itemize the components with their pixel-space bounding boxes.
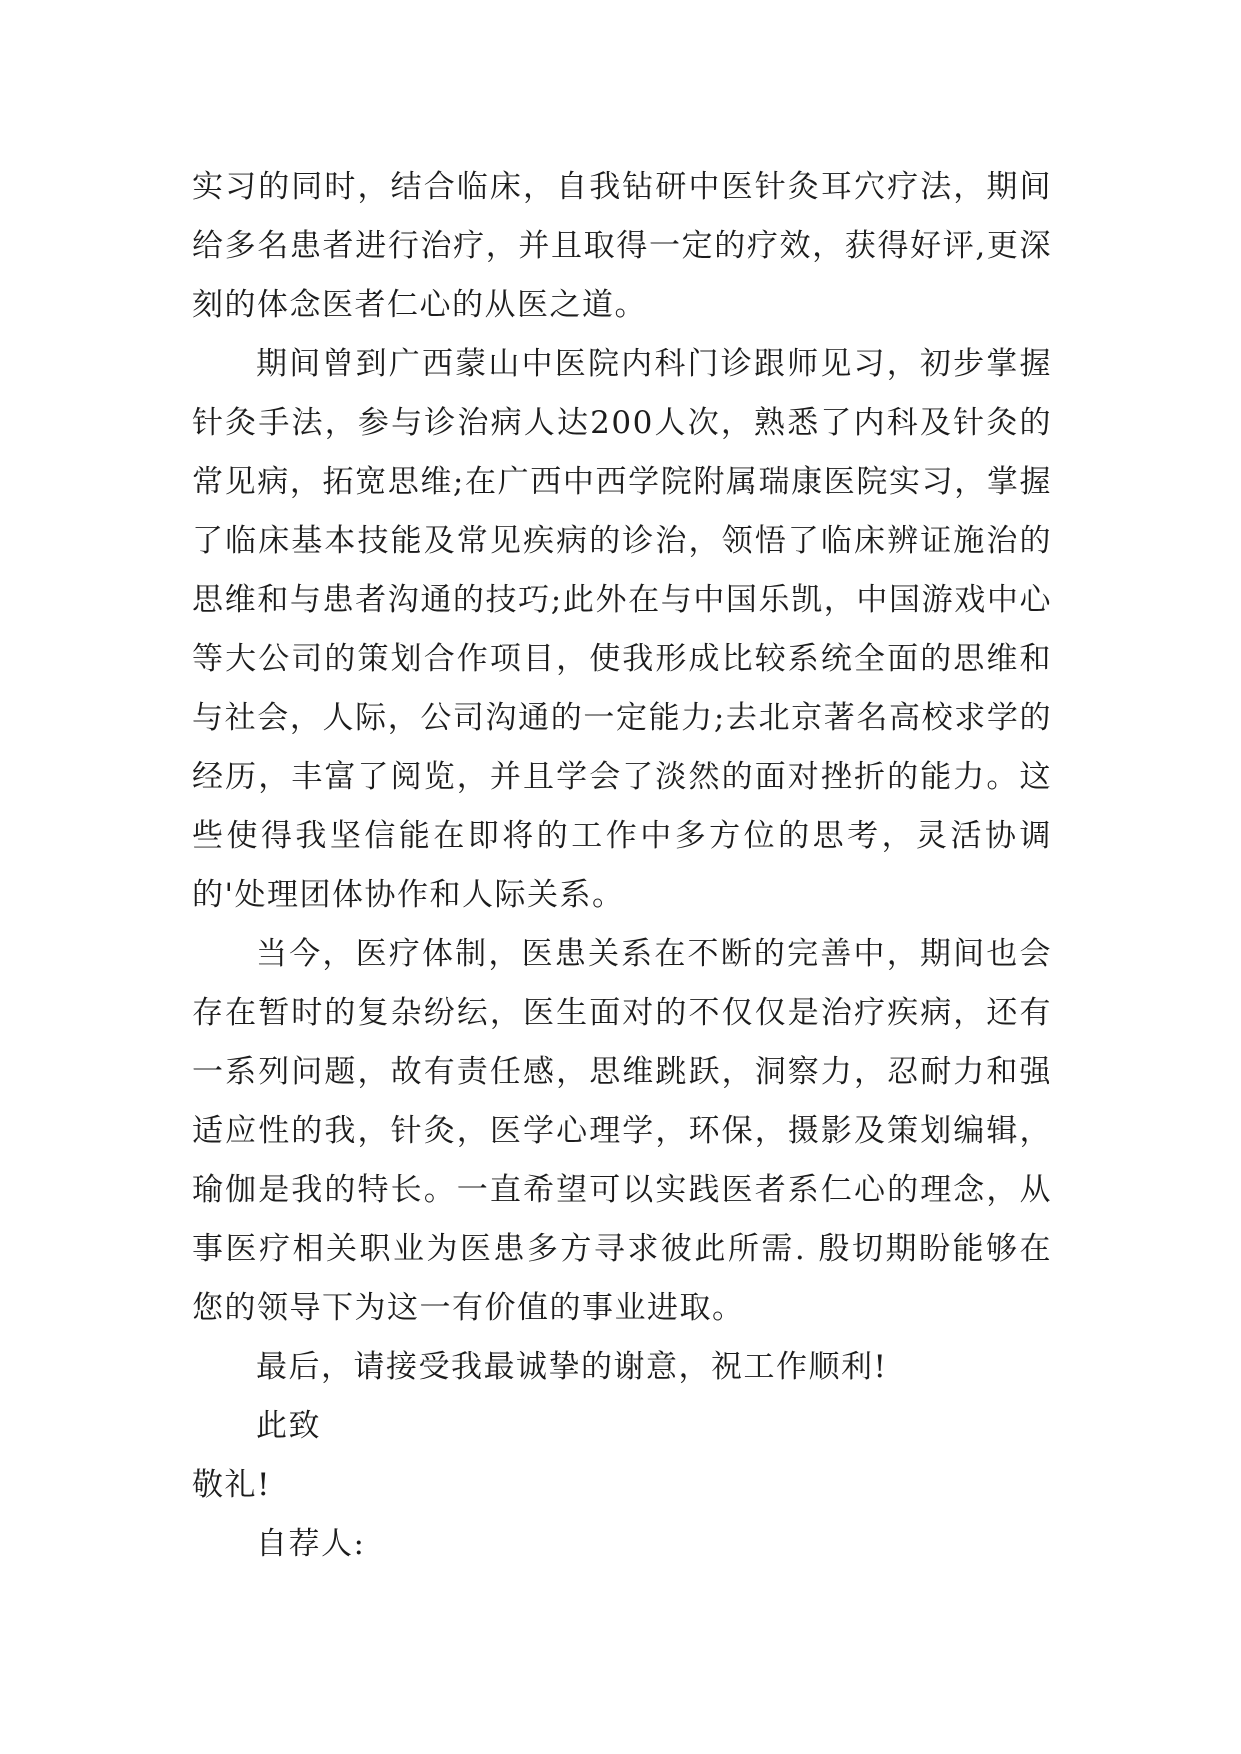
closing-respect: 敬礼! — [192, 1467, 271, 1503]
paragraph-continuation: 实习的同时，结合临床，自我钻研中医针灸耳穴疗法，期间给多名患者进行治疗，并且取得一定的疗效，获得好评,更深刻的体念医者仁心的从医之道。 — [192, 169, 1052, 323]
paragraph-skills: 当今，医疗体制，医患关系在不断的完善中，期间也会存在暂时的复杂纷纭，医生面对的不仅仅是治疗疾病，还有一系列问题，故有责任感，思维跳跃，洞察力，忍耐力和强适应性的我，针灸，医学心理学，环保，摄影及策划编辑，瑜伽是我的特长。一直希望可以实践医者系仁心的理念，从事医疗相关职业为医患多方寻求彼此所需. 殷切期盼能够在您的领导下为这一有价值的事业进取。 — [192, 936, 1052, 1326]
signature-label: 自荐人: — [256, 1526, 366, 1562]
letter-body — [192, 158, 1052, 1574]
paragraph-thanks: 最后，请接受我最诚挚的谢意，祝工作顺利! — [256, 1349, 888, 1385]
closing-salutation: 此致 — [256, 1408, 321, 1444]
paragraph-experience: 期间曾到广西蒙山中医院内科门诊跟师见习，初步掌握针灸手法，参与诊治病人达200人次，熟悉了内科及针灸的常见病，拓宽思维;在广西中西学院附属瑞康医院实习，掌握了临床基本技能及常见疾病的诊治，领悟了临床辨证施治的思维和与患者沟通的技巧;此外在与中国乐凯，中国游戏中心等大公司的策划合作项目，使我形成比较系统全面的思维和与社会，人际，公司沟通的一定能力;去北京著名高校求学的经历，丰富了阅览，并且学会了淡然的面对挫折的能力。这些使得我坚信能在即将的工作中多方位的思考，灵活协调的'处理团体协作和人际关系。 — [192, 346, 1052, 913]
